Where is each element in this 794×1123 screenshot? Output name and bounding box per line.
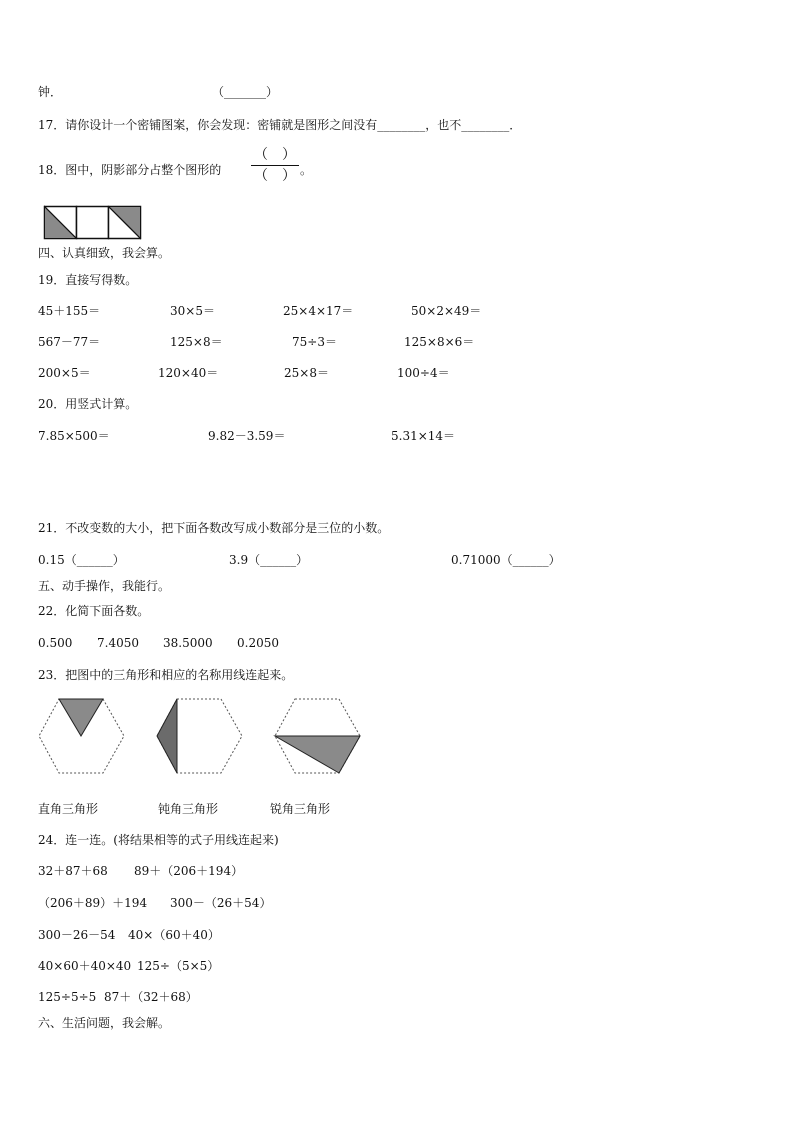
q24-right-expr[interactable]: 89＋（206＋194） xyxy=(134,864,244,878)
q20-title: 20．用竖式计算。 xyxy=(38,397,138,411)
q18-numerator-blank[interactable]: （ ） xyxy=(254,147,296,163)
q22-item: 7.4050 xyxy=(97,636,139,650)
q19-item: 567－77＝ xyxy=(38,335,101,349)
q21-item[interactable]: 3.9（______） xyxy=(229,553,309,567)
q19-item: 25×4×17＝ xyxy=(283,304,354,318)
q19-item: 125×8＝ xyxy=(170,335,223,349)
q22-item: 38.5000 xyxy=(163,636,213,650)
hexagon-figure-2 xyxy=(157,699,242,773)
q19-item: 120×40＝ xyxy=(158,366,219,380)
q23-label-right[interactable]: 直角三角形 xyxy=(38,802,99,816)
q21-item[interactable]: 0.71000（______） xyxy=(451,553,561,567)
q23-label-acute[interactable]: 锐角三角形 xyxy=(270,802,331,816)
q24-right-expr[interactable]: 125÷（5×5） xyxy=(137,959,220,973)
square-2 xyxy=(77,207,109,239)
q21-title: 21．不改变数的大小，把下面各数改写成小数部分是三位的小数。 xyxy=(38,521,390,535)
q23-title: 23．把图中的三角形和相应的名称用线连起来。 xyxy=(38,668,294,682)
q24-right-expr[interactable]: 300－（26＋54） xyxy=(170,896,272,910)
q21-item[interactable]: 0.15（______） xyxy=(38,553,125,567)
q22-title: 22．化简下面各数。 xyxy=(38,604,150,618)
q18-denominator-blank[interactable]: （ ） xyxy=(254,168,296,184)
q19-title: 19．直接写得数。 xyxy=(38,273,138,287)
hexagon-figure-1 xyxy=(39,699,124,773)
q17-text: 17．请你设计一个密铺图案，你会发现：密铺就是图形之间没有________，也不________． xyxy=(38,118,522,132)
q24-left-expr[interactable]: 32＋87＋68 xyxy=(38,864,108,878)
q24-left-expr[interactable]: 300－26－54 xyxy=(38,928,116,942)
q20-item: 7.85×500＝ xyxy=(38,429,110,443)
q24-left-expr[interactable]: （206＋89）＋194 xyxy=(38,896,148,910)
q24-left-expr[interactable]: 125÷5÷5 xyxy=(38,990,97,1004)
obtuse-triangle-shape xyxy=(157,699,177,773)
q19-item: 75÷3＝ xyxy=(292,335,337,349)
q19-item: 30×5＝ xyxy=(170,304,215,318)
q24-title: 24．连一连。(将结果相等的式子用线连起来) xyxy=(38,833,279,847)
q22-item: 0.500 xyxy=(38,636,73,650)
section-5-heading: 五、动手操作，我能行。 xyxy=(38,579,171,593)
q18-figure xyxy=(44,206,144,240)
q18-fraction-blank[interactable] xyxy=(251,147,299,184)
q20-item: 9.82－3.59＝ xyxy=(208,429,286,443)
q18-text: 18．图中，阴影部分占整个图形的 xyxy=(38,163,222,177)
fraction-bar xyxy=(251,165,299,166)
q16-answer-blank[interactable]: （_______） xyxy=(212,85,279,99)
q19-item: 25×8＝ xyxy=(284,366,329,380)
section-4-heading: 四、认真细致，我会算。 xyxy=(38,246,171,260)
q19-item: 45＋155＝ xyxy=(38,304,101,318)
q19-item: 200×5＝ xyxy=(38,366,91,380)
q20-item: 5.31×14＝ xyxy=(391,429,456,443)
q22-item: 0.2050 xyxy=(237,636,279,650)
q19-item: 50×2×49＝ xyxy=(411,304,482,318)
q24-right-expr[interactable]: 40×（60＋40） xyxy=(128,928,220,942)
q24-left-expr[interactable]: 40×60＋40×40 xyxy=(38,959,132,973)
hexagon-figure-3 xyxy=(275,699,360,773)
q23-figures xyxy=(38,697,368,777)
q24-right-expr[interactable]: 87＋（32＋68） xyxy=(104,990,198,1004)
section-6-heading: 六、生活问题，我会解。 xyxy=(38,1016,171,1030)
q19-item: 100÷4＝ xyxy=(397,366,450,380)
q19-item: 125×8×6＝ xyxy=(404,335,475,349)
q23-label-obtuse[interactable]: 钝角三角形 xyxy=(158,802,219,816)
q18-end-mark: 。 xyxy=(300,163,313,177)
q16-tail-text: 钟． xyxy=(38,85,63,99)
